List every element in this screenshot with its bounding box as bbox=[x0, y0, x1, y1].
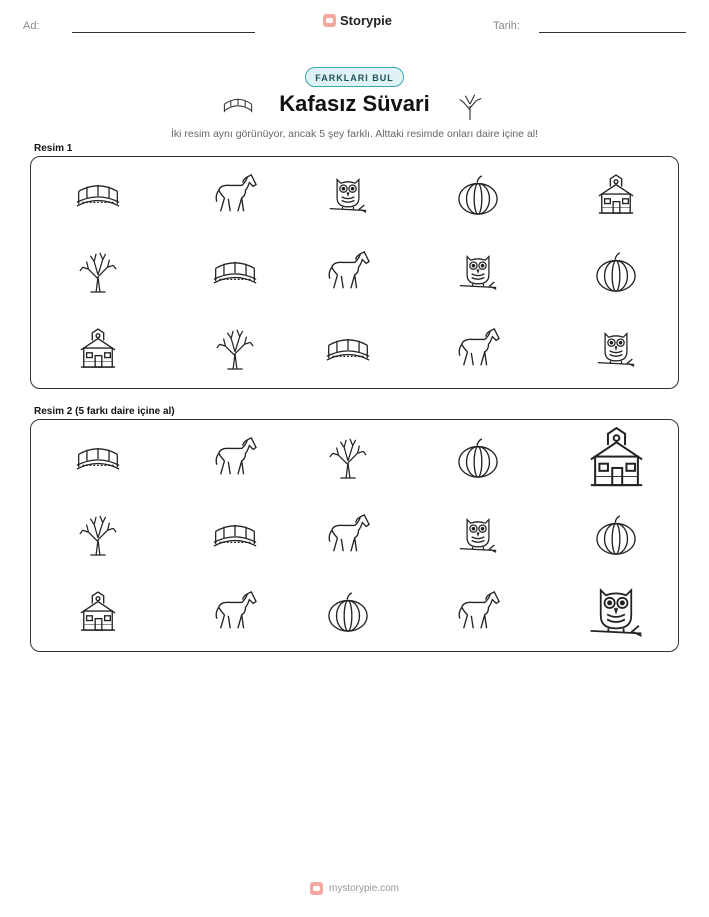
bridge-icon bbox=[75, 178, 121, 212]
horse-icon[interactable] bbox=[454, 590, 502, 634]
horse-icon bbox=[211, 173, 259, 217]
pumpkin-icon[interactable] bbox=[594, 514, 638, 556]
page-title: Kafasız Süvari bbox=[279, 91, 430, 116]
picture2-label: Resim 2 (5 farkı daire içine al) bbox=[34, 406, 175, 417]
bridge-icon[interactable] bbox=[212, 518, 258, 552]
pumpkin-icon[interactable] bbox=[456, 437, 500, 479]
picture1-label: Resim 1 bbox=[34, 143, 73, 154]
horse-icon bbox=[324, 250, 372, 294]
schoolhouse-icon bbox=[597, 173, 635, 217]
picture2-panel[interactable] bbox=[30, 419, 679, 652]
date-field[interactable] bbox=[539, 32, 686, 33]
tree-icon bbox=[77, 250, 119, 294]
owl-icon bbox=[458, 250, 498, 294]
schoolhouse-icon[interactable] bbox=[79, 590, 117, 634]
owl-icon bbox=[596, 327, 636, 371]
schoolhouse-icon bbox=[79, 327, 117, 371]
horse-icon[interactable] bbox=[324, 513, 372, 557]
bridge-icon bbox=[325, 332, 371, 366]
horse-icon[interactable] bbox=[211, 436, 259, 480]
footer-logo-icon bbox=[310, 882, 323, 895]
pumpkin-icon bbox=[456, 174, 500, 216]
owl-icon[interactable] bbox=[458, 513, 498, 557]
bridge-icon bbox=[212, 255, 258, 289]
title-tree-icon bbox=[456, 91, 484, 121]
brand-name: Storypie bbox=[340, 13, 393, 28]
instruction-text: İki resim aynı görünüyor, ancak 5 şey farklı. Alttaki resimde onları daire içine al! bbox=[170, 128, 539, 140]
bridge-icon[interactable] bbox=[75, 441, 121, 475]
brand-logo bbox=[323, 13, 392, 28]
name-field[interactable] bbox=[72, 32, 255, 33]
owl-icon[interactable] bbox=[588, 581, 644, 643]
date-label: Tarih: bbox=[493, 20, 520, 32]
tree-icon[interactable] bbox=[77, 513, 119, 557]
schoolhouse-icon[interactable] bbox=[588, 425, 645, 491]
tree-icon[interactable] bbox=[327, 436, 369, 480]
name-label: Ad: bbox=[23, 20, 40, 32]
horse-icon[interactable] bbox=[211, 590, 259, 634]
storypie-logo-icon bbox=[323, 14, 336, 27]
horse-icon bbox=[454, 327, 502, 371]
pumpkin-icon bbox=[594, 251, 638, 293]
owl-icon bbox=[328, 173, 368, 217]
activity-badge: FARKLARI BUL bbox=[305, 67, 404, 87]
tree-icon bbox=[214, 327, 256, 371]
footer-site: mystorypie.com bbox=[328, 883, 399, 894]
footer bbox=[0, 882, 709, 895]
pumpkin-icon[interactable] bbox=[326, 591, 370, 633]
picture1-panel bbox=[30, 156, 679, 389]
